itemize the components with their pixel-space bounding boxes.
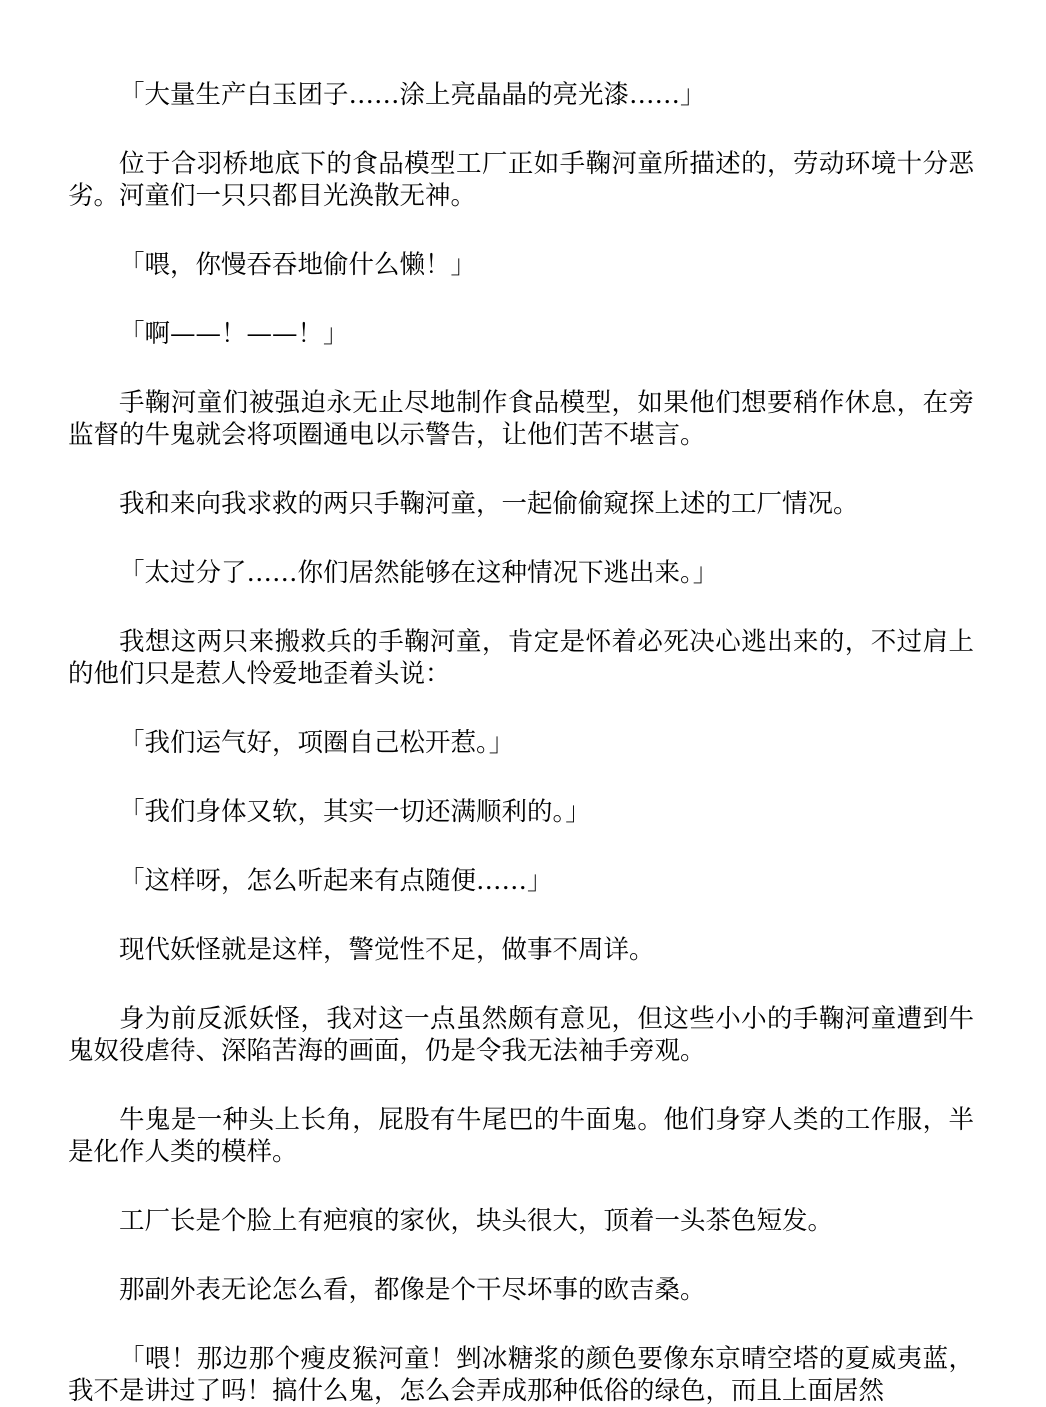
paragraph-5: 手鞠河童们被强迫永无止尽地制作食品模型，如果他们想要稍作休息，在旁监督的牛鬼就会将项圈通电以示警告，让他们苦不堪言。 [68, 388, 974, 450]
paragraph-11: 「这样呀，怎么听起来有点随便……」 [119, 866, 553, 896]
paragraph-13: 身为前反派妖怪，我对这一点虽然颇有意见，但这些小小的手鞠河童遭到牛鬼奴役虐待、深陷苦海的画面，仍是令我无法袖手旁观。 [68, 1004, 974, 1066]
paragraph-12: 现代妖怪就是这样，警觉性不足，做事不周详。 [119, 935, 655, 965]
paragraph-4: 「啊——！——！」 [119, 319, 349, 349]
paragraph-10: 「我们身体又软，其实一切还满顺利的。」 [119, 797, 591, 827]
paragraph-7: 「太过分了……你们居然能够在这种情况下逃出来。」 [119, 558, 719, 588]
paragraph-3: 「喂，你慢吞吞地偷什么懒！」 [119, 250, 477, 280]
paragraph-2: 位于合羽桥地底下的食品模型工厂正如手鞠河童所描述的，劳动环境十分恶劣。河童们一只只都目光涣散无神。 [68, 149, 974, 211]
paragraph-14: 牛鬼是一种头上长角，屁股有牛尾巴的牛面鬼。他们身穿人类的工作服，半是化作人类的模样。 [68, 1105, 974, 1167]
paragraph-8: 我想这两只来搬救兵的手鞠河童，肯定是怀着必死决心逃出来的，不过肩上的他们只是惹人怜爱地歪着头说： [68, 627, 974, 689]
paragraph-9: 「我们运气好，项圈自己松开惹。」 [119, 728, 515, 758]
paragraph-1: 「大量生产白玉团子……涂上亮晶晶的亮光漆……」 [119, 80, 706, 110]
paragraph-6: 我和来向我求救的两只手鞠河童，一起偷偷窥探上述的工厂情况。 [119, 489, 859, 519]
paragraph-15: 工厂长是个脸上有疤痕的家伙，块头很大，顶着一头茶色短发。 [119, 1206, 834, 1236]
paragraph-17: 「喂！那边那个瘦皮猴河童！剉冰糖浆的颜色要像东京晴空塔的夏威夷蓝，我不是讲过了吗！搞什么鬼，怎么会弄成那种低俗的绿色，而且上面居然 [68, 1344, 974, 1406]
paragraph-16: 那副外表无论怎么看，都像是个干尽坏事的欧吉桑。 [119, 1275, 706, 1305]
